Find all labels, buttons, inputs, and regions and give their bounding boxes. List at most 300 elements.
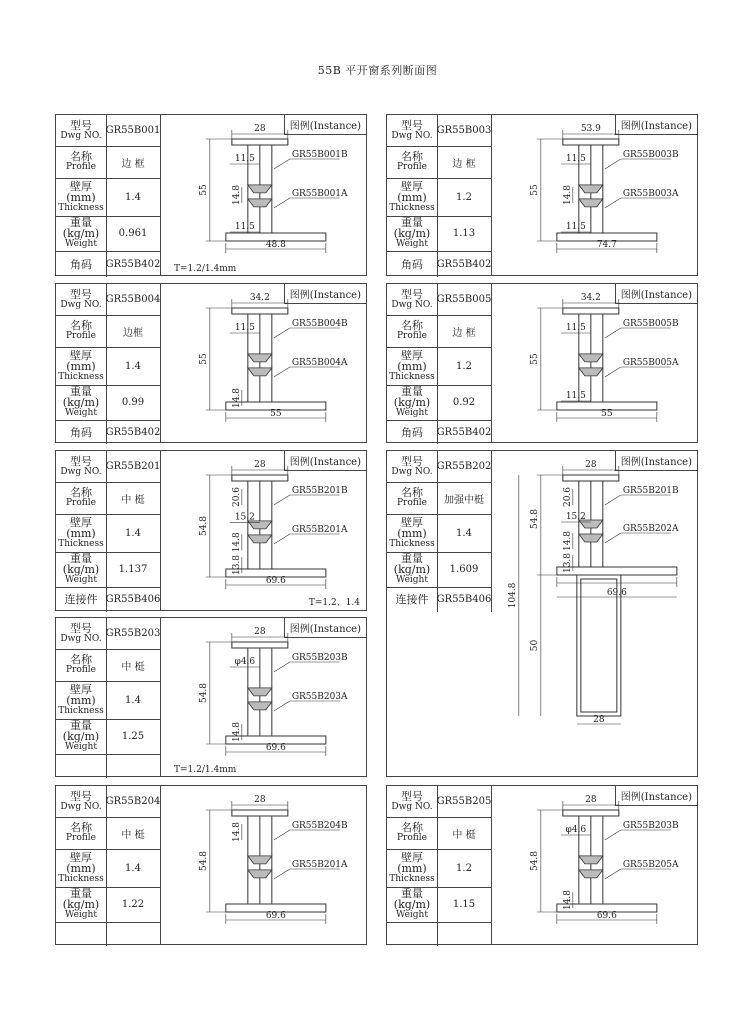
- dwg-no-value: GR55B001: [105, 125, 161, 136]
- thermal-strip: [248, 185, 272, 193]
- thickness-label: [387, 178, 438, 216]
- weight-label-zh: 重量(kg/m): [393, 216, 431, 240]
- spec-row-weight: [56, 385, 160, 421]
- profile-name-label-en: Profile: [397, 331, 427, 341]
- weight-label: [387, 216, 438, 251]
- profile-name-value: 中 梃: [121, 661, 145, 673]
- spec-row-profile-name: [56, 817, 160, 850]
- weight-label-en: Weight: [65, 910, 97, 920]
- thermal-strip: [579, 199, 603, 207]
- thickness-label: [56, 347, 107, 385]
- spec-table: [387, 786, 492, 944]
- accessory-label: [56, 251, 107, 277]
- accessory-label-zh: 连接件: [395, 593, 429, 606]
- dim-bottom-label: 55: [270, 409, 282, 419]
- profile-name-value: 边 框: [452, 158, 476, 170]
- dim-lower-width-label: 28: [593, 715, 605, 725]
- dwg-no-value: GR55B205: [436, 796, 492, 807]
- part-callout-label: GR55B004A: [291, 358, 348, 368]
- dim-inner-label: 11.5: [234, 323, 255, 333]
- dwg-no-value: GR55B201: [105, 461, 161, 472]
- weight-value: 1.609: [449, 564, 479, 575]
- accessory-value: [106, 754, 160, 778]
- instance-tag: 图例(Instance): [284, 618, 366, 638]
- profile-name-value: 边 框: [121, 158, 145, 170]
- thickness-label-zh: 壁厚(mm): [66, 515, 96, 540]
- dwg-no-label-en: Dwg NO.: [60, 801, 102, 812]
- profile-name-label-zh: 名称: [70, 319, 92, 332]
- dim-bottom-label: 69.6: [606, 588, 627, 598]
- thickness-value: 1.4: [125, 191, 141, 203]
- spec-row-dwg-no: [387, 786, 491, 818]
- callout-leader: [274, 869, 290, 879]
- callout-leader: [605, 533, 621, 543]
- thickness-label-zh: 壁厚(mm): [397, 515, 427, 540]
- accessory-value: [106, 922, 160, 946]
- thermal-strip: [248, 535, 272, 543]
- profile-name-label-zh: 名称: [401, 821, 423, 834]
- dwg-no-label-en: Dwg NO.: [391, 299, 433, 310]
- spec-row-accessory: [56, 587, 160, 612]
- profile-name-value: 中 梃: [121, 494, 145, 506]
- profile-card: [386, 114, 698, 276]
- profile-card: [386, 785, 698, 945]
- spec-row-weight: [387, 216, 491, 252]
- callout-leader: [274, 198, 290, 208]
- thickness-value: 1.4: [125, 360, 141, 372]
- dim-inner-label: 14.8: [231, 184, 242, 206]
- thickness-label-zh: 壁厚(mm): [66, 179, 96, 204]
- thickness-label-zh: 壁厚(mm): [66, 682, 96, 707]
- thickness-label-en: Thickness: [389, 371, 435, 382]
- profile-name-label-en: Profile: [397, 162, 427, 172]
- thickness-label-en: Thickness: [389, 202, 435, 213]
- thickness-label-zh: 壁厚(mm): [66, 348, 96, 373]
- dim-inner-label: 11.5: [565, 222, 586, 232]
- spec-row-profile-name: [56, 482, 160, 515]
- spec-row-profile-name: [56, 315, 160, 348]
- weight-value: 1.137: [118, 564, 148, 575]
- weight-label-zh: 重量(kg/m): [62, 216, 100, 240]
- spec-table: [56, 451, 161, 610]
- profile-name-label: [56, 817, 107, 849]
- spec-row-thickness: [56, 681, 160, 720]
- dwg-no-label-en: Dwg NO.: [60, 130, 102, 141]
- spec-row-dwg-no: [56, 284, 160, 316]
- dwg-no-label-zh: 型号: [70, 118, 92, 132]
- thermal-strip: [579, 368, 603, 376]
- spec-row-profile-name: [387, 817, 491, 850]
- dwg-no-label-en: Dwg NO.: [60, 299, 102, 310]
- spec-row-weight: [56, 552, 160, 588]
- callout-leader: [274, 495, 290, 505]
- thickness-label-en: Thickness: [58, 873, 104, 884]
- instance-tag: 图例(Instance): [615, 786, 697, 806]
- thickness-label-en: Thickness: [58, 202, 104, 213]
- dim-inner-label: 20.6: [562, 486, 573, 508]
- profile-name-label-zh: 名称: [401, 486, 423, 499]
- dwg-no-label-en: Dwg NO.: [60, 466, 102, 477]
- profile-top-flange: [563, 810, 619, 816]
- dim-top-label: 28: [254, 460, 266, 470]
- thickness-note: T=1.2/1.4mm: [174, 264, 237, 274]
- callout-leader: [274, 662, 290, 672]
- dim-height-label: 55: [529, 184, 540, 196]
- section-drawing: [491, 115, 699, 277]
- thermal-strip: [579, 185, 603, 193]
- thickness-value: 1.4: [125, 694, 141, 706]
- callout-leader: [605, 198, 621, 208]
- accessory-label-zh: 角码: [70, 257, 92, 271]
- dim-top-label: 53.9: [580, 124, 601, 134]
- accessory-label: [56, 754, 107, 778]
- dwg-no-label: [387, 115, 438, 146]
- thickness-label: [56, 849, 107, 887]
- dim-height-label: 54.8: [198, 850, 209, 872]
- profile-top-flange: [563, 139, 619, 145]
- thermal-strip: [248, 688, 272, 696]
- dwg-no-label: [387, 284, 438, 315]
- accessory-label: [387, 251, 438, 277]
- profile-name-label-zh: 名称: [70, 821, 92, 834]
- dim-top-label: 34.2: [249, 293, 270, 303]
- dim-height-label: 55: [198, 353, 209, 365]
- spec-row-profile-name: [56, 649, 160, 682]
- profile-card: [386, 450, 698, 777]
- part-callout-label: GR55B205A: [622, 860, 679, 870]
- thickness-value: 1.2: [456, 191, 472, 203]
- dwg-no-label-zh: 型号: [401, 789, 423, 803]
- spec-row-weight: [56, 887, 160, 923]
- dwg-no-label-zh: 型号: [401, 287, 423, 301]
- weight-label-en: Weight: [396, 408, 428, 418]
- spec-row-thickness: [387, 514, 491, 553]
- thermal-strip: [248, 199, 272, 207]
- spec-row-accessory: [387, 251, 491, 277]
- profile-card: [55, 785, 367, 945]
- callout-leader: [605, 367, 621, 377]
- dim-inner-label: 14.8: [231, 821, 242, 843]
- section-drawing: [160, 786, 368, 946]
- spec-row-dwg-no: [387, 284, 491, 316]
- spec-row-dwg-no: [56, 451, 160, 483]
- dim-bottom-label: 69.6: [265, 576, 286, 586]
- callout-leader: [605, 495, 621, 505]
- profile-card: [55, 283, 367, 443]
- section-drawing: [160, 115, 368, 277]
- instance-tag: 图例(Instance): [284, 451, 366, 471]
- spec-row-accessory: [387, 587, 491, 612]
- profile-lower-inner: [581, 579, 617, 712]
- weight-value: 0.92: [452, 397, 476, 408]
- spec-row-thickness: [56, 849, 160, 888]
- accessory-label: [56, 587, 107, 612]
- callout-leader: [605, 328, 621, 338]
- accessory-value: GR55B402: [105, 426, 161, 438]
- thickness-note: T=1.2/1.4mm: [174, 765, 237, 775]
- spec-row-dwg-no: [387, 451, 491, 483]
- profile-name-label-en: Profile: [397, 498, 427, 508]
- dim-inner-label: 11.5: [565, 323, 586, 333]
- weight-label: [56, 385, 107, 420]
- profile-card: [55, 450, 367, 611]
- dwg-no-label-zh: 型号: [401, 118, 423, 132]
- dim-inner-label: 20.6: [231, 486, 242, 508]
- dim-height-label: 55: [529, 353, 540, 365]
- callout-leader: [274, 159, 290, 169]
- dwg-no-label: [56, 284, 107, 315]
- thickness-label: [56, 514, 107, 552]
- dwg-no-label: [56, 115, 107, 146]
- weight-label: [56, 216, 107, 251]
- thickness-label-zh: 壁厚(mm): [397, 179, 427, 204]
- dwg-no-label-zh: 型号: [70, 287, 92, 301]
- weight-value: 0.99: [121, 397, 145, 408]
- dwg-no-value: GR55B003: [436, 125, 492, 136]
- dim-inner-label: 14.8: [562, 889, 573, 911]
- section-drawing: [491, 284, 699, 444]
- spec-table: [56, 284, 161, 442]
- spec-table: [387, 115, 492, 275]
- profile-card: [55, 617, 367, 777]
- accessory-label: [56, 420, 107, 444]
- part-callout-label: GR55B202A: [622, 524, 679, 534]
- thermal-strip: [579, 870, 603, 878]
- spec-row-weight: [56, 719, 160, 755]
- section-drawing: [160, 451, 368, 612]
- dim-top-label: 34.2: [580, 293, 601, 303]
- dwg-no-value: GR55B204: [105, 796, 161, 807]
- dwg-no-label: [56, 786, 107, 817]
- profile-name-label-zh: 名称: [70, 653, 92, 666]
- dwg-no-label: [56, 451, 107, 482]
- weight-label-zh: 重量(kg/m): [393, 552, 431, 576]
- part-callout-label: GR55B005B: [622, 319, 679, 329]
- spec-row-profile-name: [387, 146, 491, 179]
- spec-table: [56, 115, 161, 275]
- dwg-no-label: [387, 786, 438, 817]
- weight-label-en: Weight: [396, 239, 428, 249]
- dim-height-label: 55: [198, 184, 209, 196]
- thickness-label: [387, 514, 438, 552]
- profile-name-label: [56, 315, 107, 347]
- instance-tag: 图例(Instance): [284, 284, 366, 304]
- spec-table: [387, 451, 492, 612]
- callout-leader: [274, 367, 290, 377]
- weight-label-en: Weight: [396, 575, 428, 585]
- accessory-label-zh: 角码: [401, 425, 423, 439]
- dwg-no-label-zh: 型号: [401, 454, 423, 468]
- part-callout-label: GR55B204B: [291, 821, 348, 831]
- accessory-value: GR55B402: [105, 258, 161, 270]
- part-callout-label: GR55B005A: [622, 358, 679, 368]
- spec-row-accessory: [387, 922, 491, 946]
- weight-label-zh: 重量(kg/m): [62, 552, 100, 576]
- dwg-no-label-zh: 型号: [70, 454, 92, 468]
- thickness-label-zh: 壁厚(mm): [66, 850, 96, 875]
- dwg-no-value: GR55B005: [436, 294, 492, 305]
- profile-name-label-en: Profile: [397, 833, 427, 843]
- dim-inner-label: 14.8: [562, 530, 573, 552]
- thickness-label: [387, 849, 438, 887]
- dwg-no-label-zh: 型号: [70, 789, 92, 803]
- callout-leader: [605, 159, 621, 169]
- dwg-no-label-en: Dwg NO.: [391, 130, 433, 141]
- part-callout-label: GR55B201A: [291, 525, 348, 535]
- weight-value: 1.22: [121, 899, 145, 910]
- dim-height-label: 54.8: [198, 682, 209, 704]
- dim-low-label: 50: [529, 639, 540, 652]
- spec-row-dwg-no: [387, 115, 491, 147]
- accessory-label-zh: 角码: [401, 257, 423, 271]
- profile-name-label-zh: 名称: [401, 319, 423, 332]
- accessory-value: GR55B406: [436, 594, 492, 605]
- accessory-label: [387, 922, 438, 946]
- dim-inner-label: 11.5: [234, 154, 255, 164]
- dim-inner-label: 11.5: [234, 222, 255, 232]
- weight-label: [56, 552, 107, 587]
- dim-top-label: 28: [254, 627, 266, 637]
- profile-name-value: 边 框: [452, 327, 476, 339]
- profile-name-value: 中 梃: [452, 829, 476, 841]
- profile-card: [55, 114, 367, 276]
- accessory-label: [387, 420, 438, 444]
- dim-top-label: 28: [254, 124, 266, 134]
- dim-inner-label: 14.8: [231, 721, 242, 743]
- profile-card: [386, 283, 698, 443]
- dim-inner-label: φ4.6: [234, 657, 256, 667]
- spec-row-accessory: [56, 420, 160, 444]
- dwg-no-value: GR55B203: [105, 628, 161, 639]
- dwg-no-label: [56, 618, 107, 649]
- thermal-strip: [579, 354, 603, 362]
- thickness-label-en: Thickness: [389, 538, 435, 549]
- instance-tag: 图例(Instance): [284, 115, 366, 135]
- spec-row-weight: [387, 887, 491, 923]
- thickness-label-en: Thickness: [58, 538, 104, 549]
- profile-name-label-en: Profile: [66, 665, 96, 675]
- callout-leader: [274, 701, 290, 711]
- dim-inner-label: φ4.6: [565, 825, 587, 835]
- profile-name-value: 边框: [123, 327, 143, 339]
- profile-name-label-en: Profile: [66, 162, 96, 172]
- dim-inner-label: 15.2: [234, 512, 255, 523]
- dwg-no-label: [387, 451, 438, 482]
- profile-name-label-zh: 名称: [70, 150, 92, 163]
- thickness-label-zh: 壁厚(mm): [397, 850, 427, 875]
- thermal-strip: [579, 534, 603, 542]
- weight-label-en: Weight: [65, 742, 97, 752]
- dim-inner-label: 14.8: [231, 387, 242, 409]
- spec-row-accessory: [56, 251, 160, 277]
- thickness-label: [387, 347, 438, 385]
- accessory-value: GR55B402: [436, 258, 492, 270]
- profile-top-flange: [232, 475, 288, 481]
- profile-base-flange: [557, 567, 677, 575]
- profile-name-label: [56, 482, 107, 514]
- part-callout-label: GR55B203A: [291, 692, 348, 702]
- spec-row-profile-name: [387, 482, 491, 515]
- accessory-label-zh: 连接件: [64, 593, 98, 606]
- dwg-no-label-en: Dwg NO.: [391, 466, 433, 477]
- spec-row-accessory: [387, 420, 491, 444]
- weight-label-zh: 重量(kg/m): [393, 887, 431, 911]
- thickness-value: 1.4: [125, 527, 141, 539]
- dim-inner-label: 14.8: [231, 532, 242, 553]
- thermal-strip: [248, 870, 272, 878]
- spec-row-dwg-no: [56, 115, 160, 147]
- accessory-label: [56, 922, 107, 946]
- part-callout-label: GR55B004B: [291, 319, 348, 329]
- spec-row-thickness: [387, 178, 491, 217]
- dwg-no-label-zh: 型号: [70, 621, 92, 635]
- weight-label-en: Weight: [65, 408, 97, 418]
- profile-top-flange: [232, 642, 288, 648]
- dim-bottom-label: 69.6: [265, 743, 286, 753]
- thermal-strip: [248, 368, 272, 376]
- dim-height-label: 54.8: [529, 508, 540, 530]
- instance-tag: 图例(Instance): [615, 451, 697, 471]
- weight-label: [387, 552, 438, 587]
- part-callout-label: GR55B203B: [622, 821, 679, 831]
- dim-top-label: 28: [254, 795, 266, 805]
- spec-table: [387, 284, 492, 442]
- dim-inner-label: 14.8: [562, 184, 573, 206]
- part-callout-label: GR55B001B: [291, 150, 348, 160]
- thickness-label-en: Thickness: [389, 873, 435, 884]
- part-callout-label: GR55B201A: [291, 860, 348, 870]
- weight-label-zh: 重量(kg/m): [62, 719, 100, 743]
- part-callout-label: GR55B001A: [291, 189, 348, 199]
- dim-total-label: 104.8: [507, 582, 518, 609]
- dim-bottom-label: 74.7: [596, 240, 617, 250]
- profile-name-value: 加强中梃: [444, 494, 484, 506]
- dim-top-label: 28: [585, 460, 597, 470]
- thickness-value: 1.2: [456, 360, 472, 372]
- dwg-no-label-en: Dwg NO.: [391, 801, 433, 812]
- thickness-value: 1.4: [456, 527, 472, 539]
- weight-label-zh: 重量(kg/m): [62, 385, 100, 409]
- dim-inner-label: 13.8: [231, 554, 242, 576]
- callout-leader: [274, 534, 290, 544]
- dim-height-label: 54.8: [198, 515, 209, 537]
- profile-name-label-en: Profile: [66, 833, 96, 843]
- weight-label: [56, 719, 107, 754]
- weight-value: 1.15: [452, 899, 476, 910]
- profile-name-label-zh: 名称: [401, 150, 423, 163]
- callout-leader: [274, 830, 290, 840]
- weight-value: 0.961: [118, 228, 148, 239]
- thermal-strip: [579, 856, 603, 864]
- dim-bottom-label: 69.6: [265, 911, 286, 921]
- spec-row-accessory: [56, 754, 160, 778]
- part-callout-label: GR55B203B: [291, 653, 348, 663]
- spec-row-weight: [387, 552, 491, 588]
- profile-name-label-en: Profile: [66, 498, 96, 508]
- dim-bottom-label: 55: [601, 409, 613, 419]
- dwg-no-label-en: Dwg NO.: [60, 633, 102, 644]
- section-drawing: [491, 786, 699, 946]
- dim-bottom-label: 69.6: [596, 911, 617, 921]
- instance-tag: 图例(Instance): [615, 115, 697, 135]
- thickness-label: [56, 178, 107, 216]
- spec-row-thickness: [387, 347, 491, 386]
- section-drawing: [160, 618, 368, 778]
- profile-name-label: [387, 817, 438, 849]
- weight-label-en: Weight: [65, 575, 97, 585]
- profile-name-label: [56, 146, 107, 178]
- dim-inner-label: 13.8: [562, 552, 573, 574]
